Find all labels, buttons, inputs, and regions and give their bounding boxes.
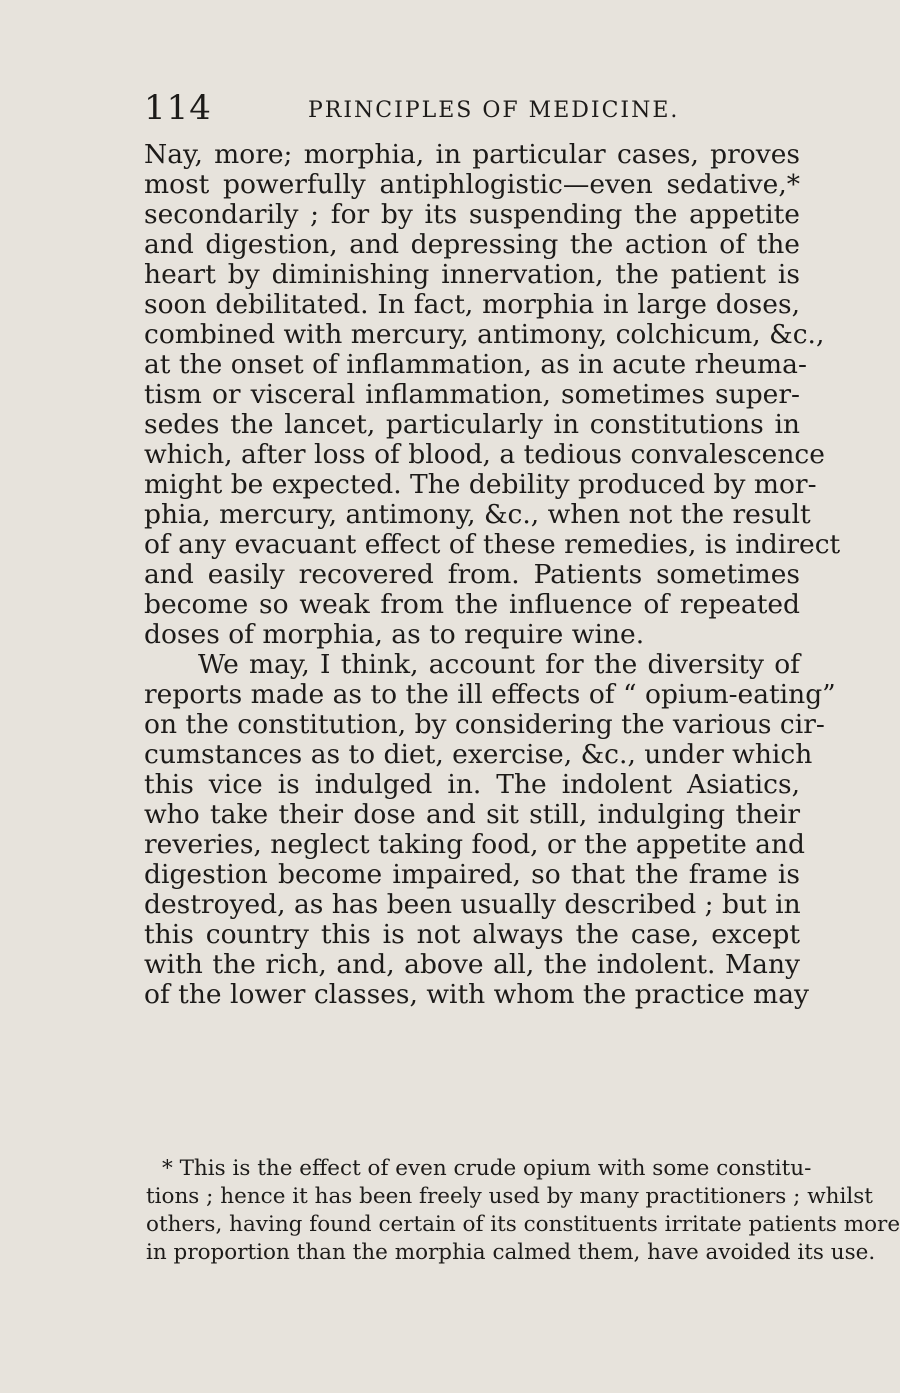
running-title: PRINCIPLES OF MEDICINE.: [308, 98, 680, 123]
paragraph: [144, 139, 841, 650]
text-line: doses of morphia, as to require wine.: [144, 619, 645, 650]
text-line: at the onset of inflammation, as in acute rheuma-: [144, 349, 807, 380]
text-line: with the rich, and, above all, the indolent. Many: [144, 949, 800, 980]
text-line: sedes the lancet, particularly in constitutions in: [144, 409, 800, 440]
text-line: and easily recovered from. Patients sometimes: [144, 559, 800, 590]
text-line: reveries, neglect taking food, or the appetite and: [144, 829, 806, 860]
text-line: digestion become impaired, so that the frame is: [144, 859, 800, 890]
text-line: combined with mercury, antimony, colchicum, &c.,: [144, 319, 825, 350]
text-line: heart by diminishing innervation, the patient is: [144, 259, 800, 290]
text-line: who take their dose and sit still, indulging their: [144, 799, 800, 830]
text-line: of any evacuant effect of these remedies, is indirect: [144, 529, 841, 560]
text-line: most powerfully antiphlogistic—even sedative,*: [144, 169, 800, 200]
body-text: [144, 139, 841, 1010]
text-line: and digestion, and depressing the action of the: [144, 229, 800, 260]
paragraph: [144, 649, 836, 1010]
page-number: 114: [144, 88, 212, 128]
text-line: might be expected. The debility produced by mor-: [144, 469, 817, 500]
text-line: secondarily ; for by its suspending the appetite: [144, 199, 800, 230]
footnote-line: * This is the effect of even crude opium with some constitu-: [162, 1156, 812, 1181]
footnote-line: tions ; hence it has been freely used by many practitioners ; whilst: [146, 1184, 873, 1209]
text-line: this vice is indulged in. The indolent Asiatics,: [144, 769, 800, 800]
footnote-line: others, having found certain of its constituents irritate patients more: [146, 1212, 900, 1237]
footnote: [146, 1155, 900, 1267]
text-line: on the constitution, by considering the various cir-: [144, 709, 825, 740]
text-line: destroyed, as has been usually described ; but in: [144, 889, 801, 920]
text-line: this country this is not always the case, except: [144, 919, 800, 950]
text-line: tism or visceral inflammation, sometimes super-: [144, 379, 800, 410]
text-line: which, after loss of blood, a tedious convalescence: [144, 439, 825, 470]
text-line: cumstances as to diet, exercise, &c., under which: [144, 739, 813, 770]
text-line: Nay, more; morphia, in particular cases, proves: [144, 139, 800, 170]
text-line: reports made as to the ill effects of “ opium-eating”: [144, 679, 836, 710]
text-line: phia, mercury, antimony, &c., when not the result: [144, 499, 811, 530]
text-line: become so weak from the influence of repeated: [144, 589, 800, 620]
text-line: soon debilitated. In fact, morphia in large doses,: [144, 289, 800, 320]
footnote-line: in proportion than the morphia calmed them, have avoided its use.: [146, 1240, 876, 1265]
text-line: of the lower classes, with whom the practice may: [144, 979, 809, 1010]
text-line: We may, I think, account for the diversity of: [198, 649, 800, 680]
